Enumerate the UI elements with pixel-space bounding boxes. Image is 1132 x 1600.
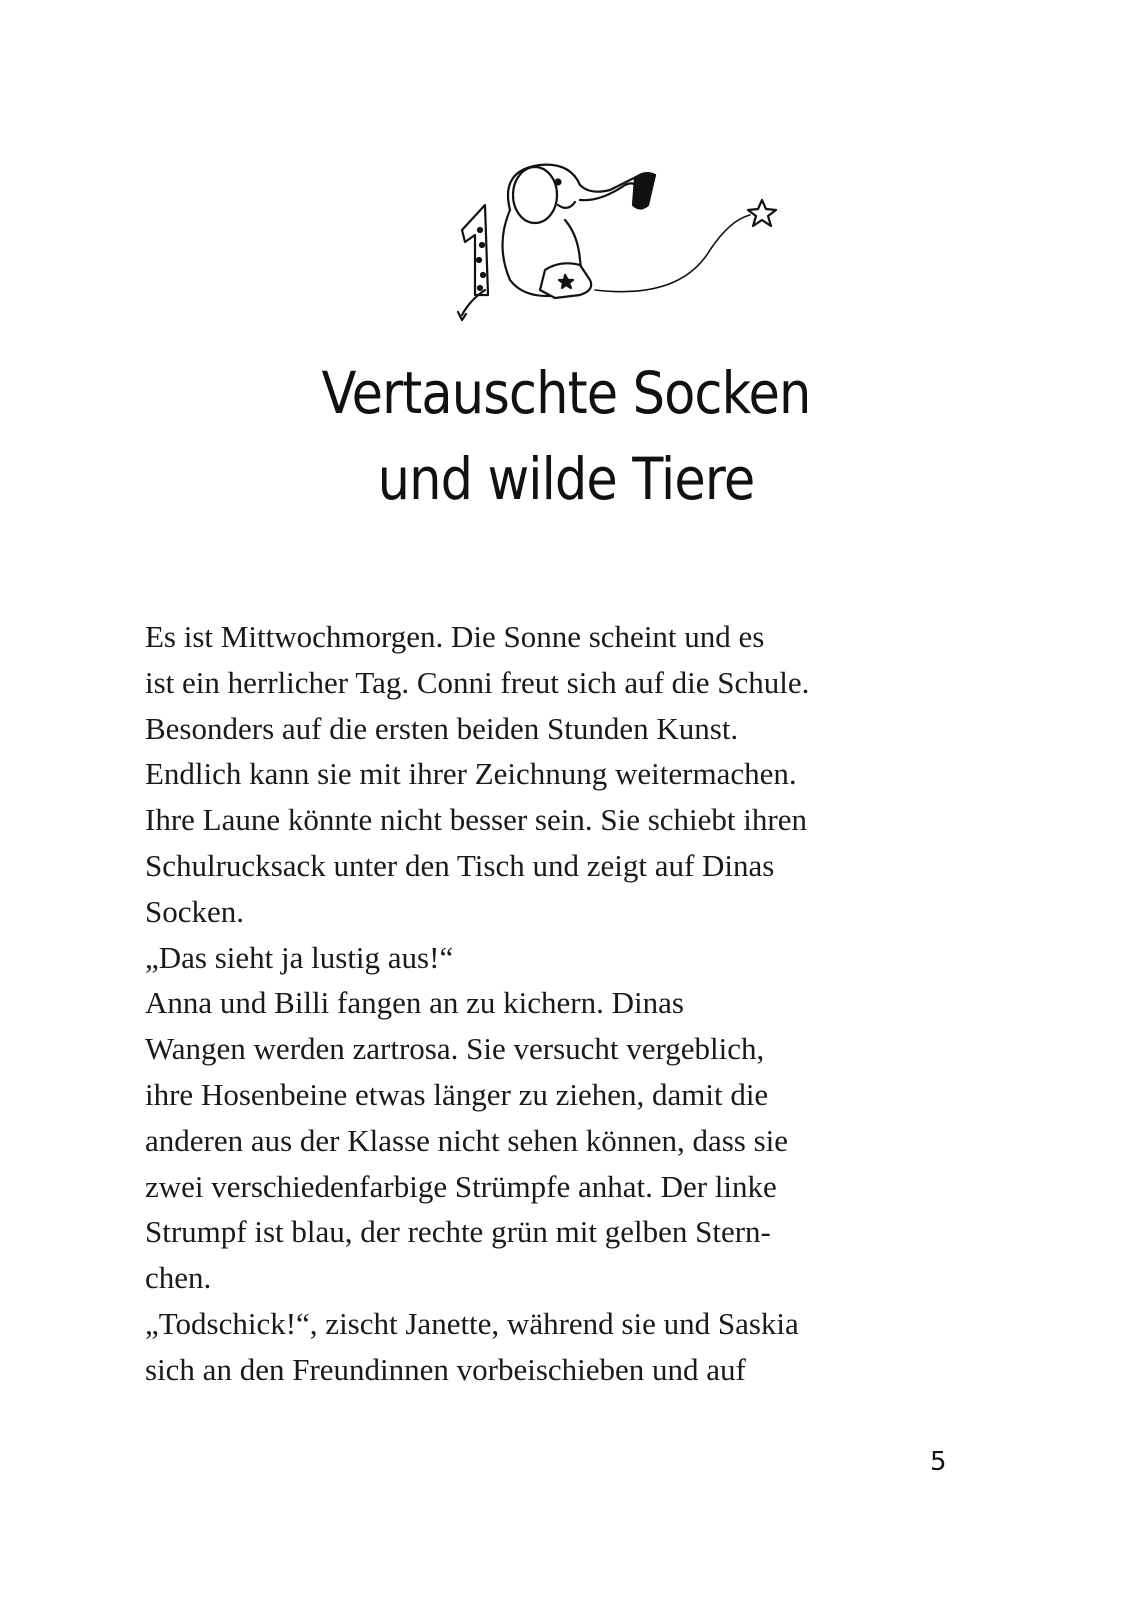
chapter-title-line: und wilde Tiere	[377, 445, 755, 513]
body-text	[145, 614, 965, 1393]
body-line: sich an den Freundinnen vorbeischieben und auf	[145, 1351, 746, 1387]
body-line: Strumpf ist blau, der rechte grün mit gelben Stern-	[145, 1214, 771, 1250]
body-line: Ihre Laune könnte nicht besser sein. Sie schiebt ihren	[145, 802, 807, 838]
page-number: 5	[930, 1447, 947, 1477]
body-line: „Das sieht ja lustig aus!“	[145, 939, 454, 975]
body-line: „Todschick!“, zischt Janette, während sie und Saskia	[145, 1305, 799, 1341]
body-line: Anna und Billi fangen an zu kichern. Dinas	[145, 985, 684, 1021]
body-line: anderen aus der Klasse nicht sehen können, dass sie	[145, 1122, 789, 1158]
body-line: Es ist Mittwochmorgen. Die Sonne scheint und es	[145, 619, 765, 654]
body-line: Wangen werden zartrosa. Sie versucht vergeblich,	[145, 1031, 765, 1067]
chapter-title-line: Vertauschte Socken	[321, 359, 811, 427]
body-line: ihre Hosenbeine etwas länger zu ziehen, damit die	[145, 1076, 769, 1112]
body-line: Socken.	[145, 893, 245, 929]
chapter-illustration-elephant-with-sock	[440, 150, 780, 325]
body-line: chen.	[145, 1260, 212, 1296]
chapter-title	[68, 350, 1064, 522]
body-line: Endlich kann sie mit ihrer Zeichnung weitermachen.	[145, 756, 797, 792]
chapter-number-one-icon	[462, 205, 488, 295]
body-line: zwei verschiedenfarbige Strümpfe anhat. Der linke	[145, 1168, 777, 1204]
body-line: ist ein herrlicher Tag. Conni freut sich auf die Schule.	[145, 664, 810, 700]
body-line: Schulrucksack unter den Tisch und zeigt auf Dinas	[145, 847, 775, 883]
star-icon	[748, 200, 776, 226]
body-line: Besonders auf die ersten beiden Stunden Kunst.	[145, 710, 739, 746]
